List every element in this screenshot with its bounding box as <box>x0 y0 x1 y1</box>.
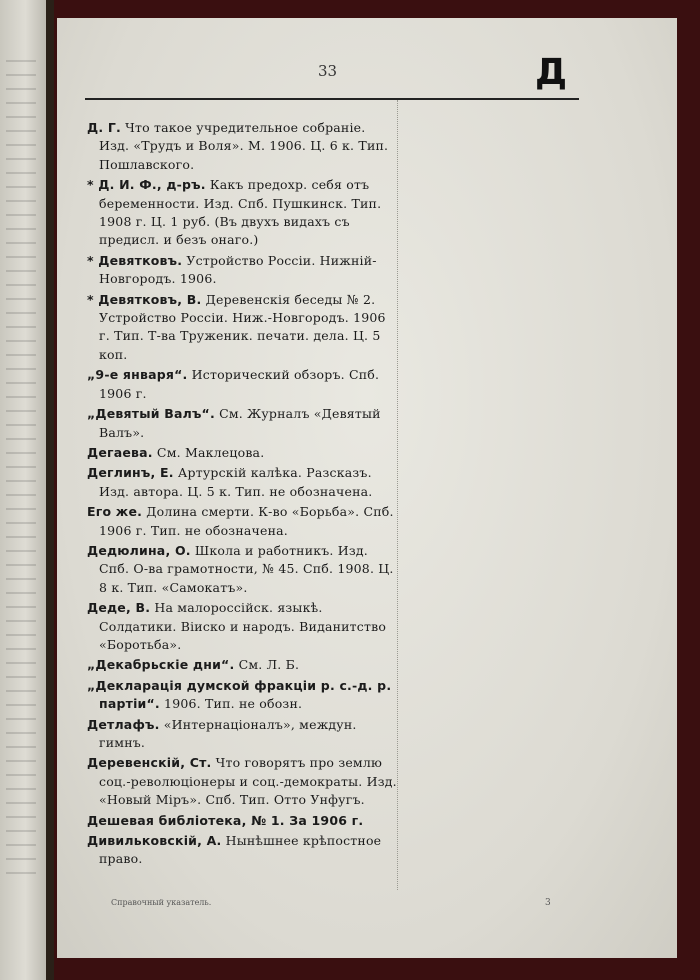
footer-signature: Справочный указатель. <box>111 898 212 907</box>
left-page-text-lines <box>6 60 36 880</box>
list-item <box>87 599 399 654</box>
entry-heading: Деревенскій, Ст. <box>87 755 212 771</box>
entry-text: Какъ предохр. себя отъ беременности. Изд. Спб. Пушкинск. Тип. 1908 г. Ц. 1 руб. (Въ двухъ видахъ съ предисл. и безъ онаго.) <box>99 177 382 248</box>
entry-heading: „Девятый Валъ“. <box>87 406 215 422</box>
entry-text: См. Л. Б. <box>234 657 300 673</box>
list-item <box>87 503 399 540</box>
entry-text: Деревенскія беседы № 2. Устройство Россіи. Ниж.-Новгородъ. 1906 г. Тип. Т-ва Труженик. печати. дела. Ц. 5 коп. <box>99 291 386 362</box>
section-letter: Д <box>535 52 568 93</box>
list-item <box>87 405 399 442</box>
list-item <box>87 176 399 250</box>
footer-sheet-number: 3 <box>545 898 551 908</box>
entry-heading: * Д. И. Ф., д-ръ. <box>87 177 206 193</box>
book-page <box>57 18 677 958</box>
entry-text: «Интернаціоналъ», междун. гимнъ. <box>99 716 357 750</box>
list-item <box>87 464 399 501</box>
entry-text: Что говорятъ про землю соц.-революціонеры и соц.-демократы. Изд. «Новый Міръ». Спб. Тип. Отто Унфугъ. <box>99 755 397 808</box>
entry-text: Устройство Россіи. Нижній-Новгородъ. 1906. <box>99 252 377 287</box>
list-item <box>87 291 399 365</box>
entry-heading: Дивильковскій, А. <box>87 833 222 849</box>
list-item <box>87 754 399 809</box>
list-item <box>87 444 399 462</box>
header-rule <box>85 98 579 100</box>
entry-text: Исторический обзоръ. Спб. 1906 г. <box>99 367 380 401</box>
entry-heading: Его же. <box>87 504 143 520</box>
list-item <box>87 677 399 714</box>
entry-text: Артурскій калѣка. Разсказъ. Изд. автора. Ц. 5 к. Тип. не обозначена. <box>99 465 373 499</box>
entry-heading: Деде, В. <box>87 600 151 616</box>
entry-text: На малороссійск. языкѣ. Солдатики. Віиско и народъ. Виданитство «Боротьба». <box>99 600 387 652</box>
entry-heading: „Декларація думской фракціи р. с.-д. р. партіи“. <box>87 677 392 712</box>
list-item <box>87 252 399 289</box>
entry-text: Что такое учредительное собраніе. Изд. «Трудъ и Воля». М. 1906. Ц. 6 к. Тип. Пошлавского. <box>99 120 389 172</box>
entry-heading: Дешевая библіотека, № 1. За 1906 г. <box>87 812 364 828</box>
book-binding <box>46 0 54 980</box>
list-item <box>87 832 399 869</box>
list-item <box>87 542 399 597</box>
list-item <box>87 716 399 753</box>
entry-list <box>87 119 399 871</box>
entry-heading: * Девятковъ, В. <box>87 291 202 307</box>
entry-heading: Дегаева. <box>87 444 153 460</box>
entry-heading: „9-е января“. <box>87 367 188 383</box>
entry-text: 1906. Тип. не обозн. <box>159 696 303 712</box>
list-item <box>87 119 399 174</box>
entry-text: Долина смерти. К-во «Борьба». Спб. 1906 г. Тип. не обозначена. <box>99 504 394 538</box>
page-number: 33 <box>318 62 338 80</box>
list-item <box>87 366 399 403</box>
entry-heading: Дедюлина, О. <box>87 542 191 558</box>
entry-heading: Детлафъ. <box>87 716 160 732</box>
entry-heading: * Девятковъ. <box>87 252 183 268</box>
list-item <box>87 656 399 674</box>
entry-text: Нынѣшнее крѣпостное право. <box>99 833 382 867</box>
entry-text: См. Журналъ «Девятый Валъ». <box>99 406 381 440</box>
left-page-edge <box>0 0 46 980</box>
list-item <box>87 812 399 830</box>
entry-heading: Деглинъ, Е. <box>87 465 174 481</box>
entry-heading: Д. Г. <box>87 120 121 135</box>
entry-heading: „Декабрьскіе дни“. <box>87 657 235 673</box>
entry-text: Школа и работникъ. Изд. Спб. О-ва грамотности, № 45. Спб. 1908. Ц. 8 к. Тип. «Самокатъ». <box>99 542 394 595</box>
entry-text: См. Маклецова. <box>152 444 265 460</box>
